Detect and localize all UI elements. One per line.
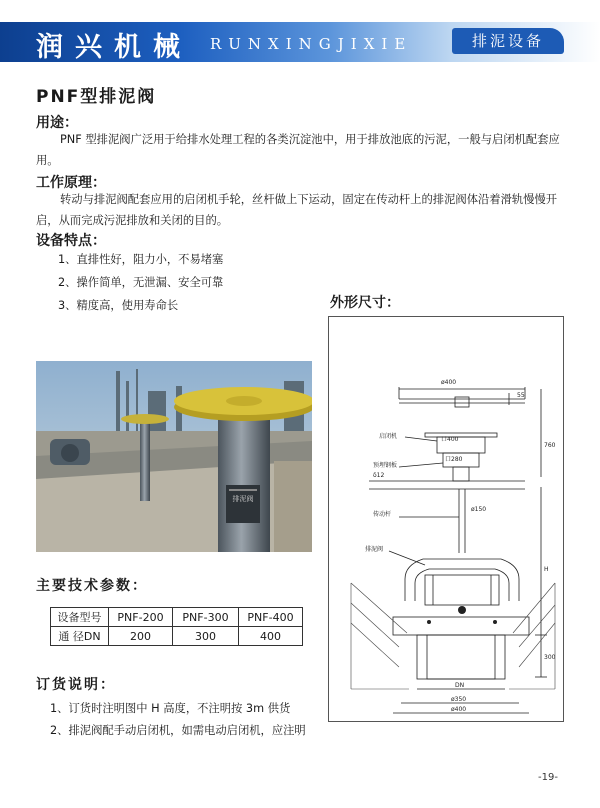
table-cell: 200 xyxy=(109,627,173,646)
table-cell: PNF-400 xyxy=(239,608,303,627)
dim-label: 排泥阀 xyxy=(365,546,384,553)
product-photo xyxy=(36,361,312,552)
dim-label: ø400 xyxy=(441,379,457,386)
principle-heading: 工作原理： xyxy=(36,175,106,191)
dim-label: DN xyxy=(455,682,465,689)
order-item: 2、排泥阀配手动启闭机，如需电动启闭机，应注明 xyxy=(50,724,306,737)
table-cell: 300 xyxy=(173,627,239,646)
photo-plate-text: 排泥阀 xyxy=(232,495,254,503)
table-row xyxy=(51,627,303,646)
params-table xyxy=(50,607,303,646)
table-cell: PNF-300 xyxy=(173,608,239,627)
brand-name-cn: 润兴机械 xyxy=(36,32,192,63)
dimensions-heading: 外形尺寸： xyxy=(330,295,400,311)
features-heading: 设备特点： xyxy=(36,233,106,249)
feature-item: 2、操作简单，无泄漏、安全可靠 xyxy=(58,276,224,289)
page-title: PNF型排泥阀 xyxy=(36,87,157,107)
params-heading: 主要技术参数： xyxy=(36,578,148,594)
dim-label: 传动杆 xyxy=(373,511,392,518)
dim-label: 口400 xyxy=(441,436,459,443)
dim-label: ø150 xyxy=(471,506,487,513)
dim-label: 760 xyxy=(544,442,556,449)
table-cell: 400 xyxy=(239,627,303,646)
dim-label: ø350 xyxy=(451,696,467,703)
dim-label: 55 xyxy=(517,392,525,399)
table-cell: 设备型号 xyxy=(51,608,109,627)
table-cell: 通 径DN xyxy=(51,627,109,646)
feature-item: 3、精度高，使用寿命长 xyxy=(58,299,179,312)
dim-label: 300 xyxy=(544,654,556,661)
page-number: -19- xyxy=(538,772,558,783)
table-row xyxy=(51,608,303,627)
table-cell: PNF-200 xyxy=(109,608,173,627)
features-list xyxy=(58,248,223,317)
dim-label: ø400 xyxy=(451,706,467,713)
category-tab: 排泥设备 xyxy=(452,28,564,54)
feature-item: 1、直排性好，阻力小，不易堵塞 xyxy=(58,253,224,266)
header-banner xyxy=(0,22,600,62)
order-item: 1、订货时注明图中 H 高度，不注明按 3m 供货 xyxy=(50,702,291,715)
order-heading: 订货说明： xyxy=(36,677,116,693)
brand-name-en: RUNXINGJIXIE xyxy=(210,35,413,53)
usage-heading: 用途： xyxy=(36,115,78,131)
order-list xyxy=(50,698,306,742)
dim-label: H xyxy=(544,566,549,573)
dimension-drawing xyxy=(328,316,564,722)
usage-text: PNF 型排泥阀广泛用于给排水处理工程的各类沉淀池中，用于排放池底的污泥，一般与启闭机配套应用。 xyxy=(36,133,560,167)
principle-text: 转动与排泥阀配套应用的启闭机手轮，丝杆做上下运动，固定在传动杆上的排泥阀体沿着滑轨慢慢开启，从而完成污泥排放和关闭的目的。 xyxy=(36,193,558,227)
dim-label: 启闭机 xyxy=(379,433,398,440)
dim-label: δ12 xyxy=(373,472,385,479)
dim-label: 口280 xyxy=(445,456,463,463)
dim-label: 预埋钢板 xyxy=(373,462,398,469)
